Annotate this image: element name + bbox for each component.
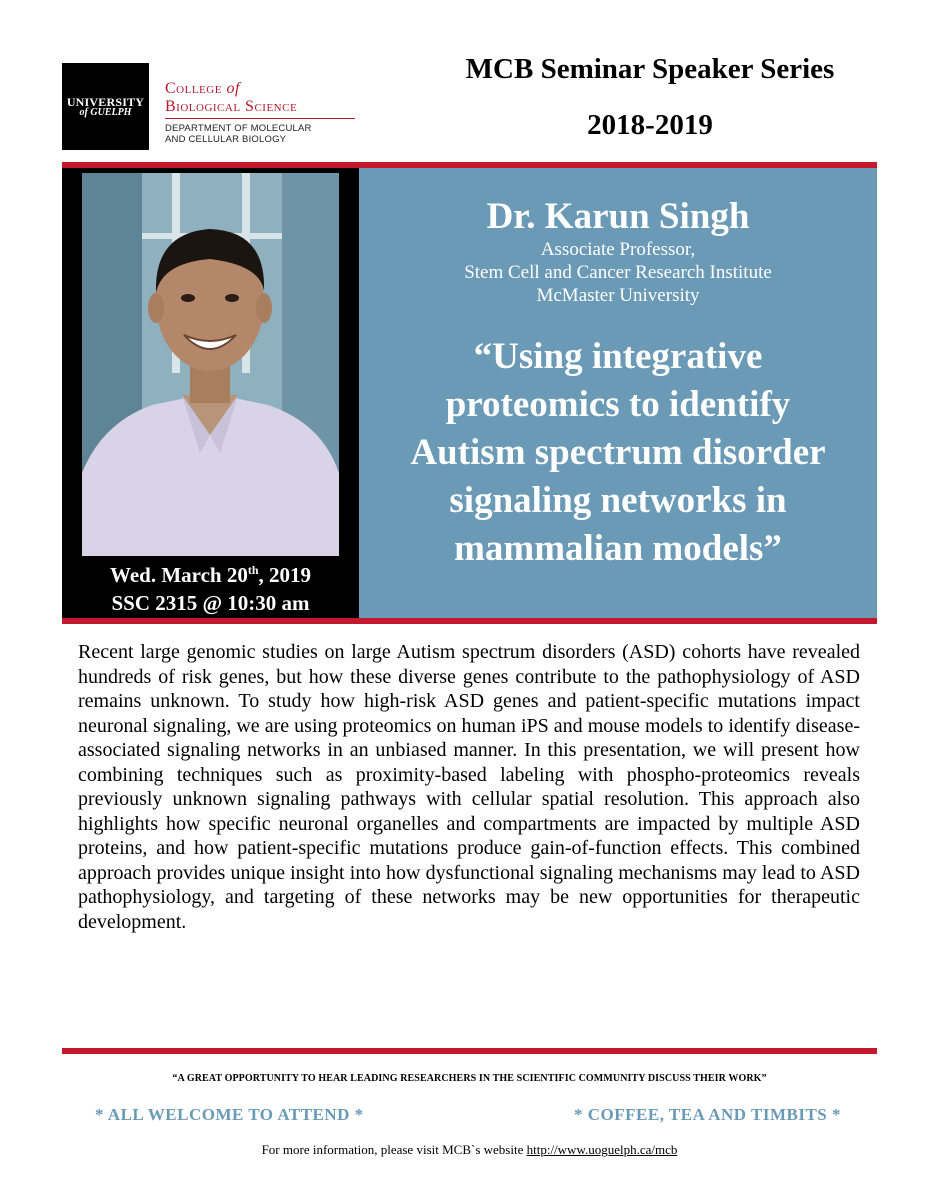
talk-title-line: proteomics to identify — [445, 384, 791, 425]
talk-title-line: signaling networks in — [449, 480, 787, 521]
more-info — [62, 1142, 877, 1158]
refreshments-note: * COFFEE, TEA AND TIMBITS * — [574, 1105, 841, 1124]
tagline: “A GREAT OPPORTUNITY TO HEAR LEADING RESEARCHERS IN THE SCIENTIFIC COMMUNITY DISCUSS THEIR WORK” — [172, 1073, 767, 1084]
website-link[interactable]: http://www.uoguelph.ca/mcb — [526, 1142, 678, 1157]
talk-title-line: Autism spectrum disorder — [410, 432, 826, 473]
speaker-position: Associate Professor, — [540, 239, 696, 260]
college-wordmark — [165, 80, 355, 145]
series-year: 2018-2019 — [587, 109, 713, 141]
event-details — [62, 556, 359, 617]
speaker-info-panel — [359, 168, 877, 618]
welcome-note: * ALL WELCOME TO ATTEND * — [95, 1105, 364, 1124]
college-of: of — [226, 80, 240, 97]
series-title: MCB Seminar Speaker Series — [465, 53, 835, 85]
speaker-name: Dr. Karun Singh — [486, 196, 750, 237]
bottom-divider — [62, 1048, 877, 1054]
middle-divider — [62, 618, 877, 624]
university-logo — [62, 63, 149, 150]
more-info-text: For more information, please visit MCB`s website — [261, 1142, 527, 1157]
abstract-text: Recent large genomic studies on large Autism spectrum disorders (ASD) cohorts have revealed hundreds of risk genes, but how these diverse genes contribute to the pathophysiology of ASD remains unknown. To study how high-risk ASD genes and patient-specific mutations impact neuronal signaling, we are using proteomics on human iPS and mouse models to identify disease-associated signaling networks in an unbiased manner. In this presentation, we will present how combining techniques such as proximity-based labeling with phospho-proteomics reveals previously unknown signaling pathways with cellular spatial resolution. This approach also highlights how specific neuronal organelles and compartments are impacted by multiple ASD proteins, and how patient-specific mutations produce gain-of-function effects. This combined approach provides unique insight into how dysfunctional signaling mechanisms may lead to ASD pathophysiology, and targeting of these networks may be new opportunities for therapeutic development. — [78, 641, 860, 933]
department-line-1: DEPARTMENT OF MOLECULAR — [165, 123, 312, 134]
college-name: Biological Science — [165, 98, 298, 115]
event-date: Wed. March 20th, 2019 — [109, 563, 312, 587]
event-location: SSC 2315 @ 10:30 am — [111, 591, 310, 615]
speaker-photo — [82, 173, 339, 556]
talk-title — [359, 333, 877, 573]
speaker-institute: Stem Cell and Cancer Research Institute — [464, 262, 772, 283]
photo-panel — [62, 168, 359, 618]
college-rule — [165, 118, 355, 119]
talk-title-line: “Using integrative — [473, 336, 763, 377]
speaker-portrait-illustration — [82, 173, 339, 556]
logo-line-2: of GUELPH — [79, 106, 132, 118]
logo-line-1: UNIVERSITY — [66, 94, 145, 109]
department-name — [165, 123, 355, 145]
college-word: College — [165, 80, 222, 97]
department-line-2: AND CELLULAR BIOLOGY — [165, 134, 287, 145]
talk-title-line: mammalian models” — [454, 528, 782, 569]
speaker-university: McMaster University — [536, 285, 700, 306]
